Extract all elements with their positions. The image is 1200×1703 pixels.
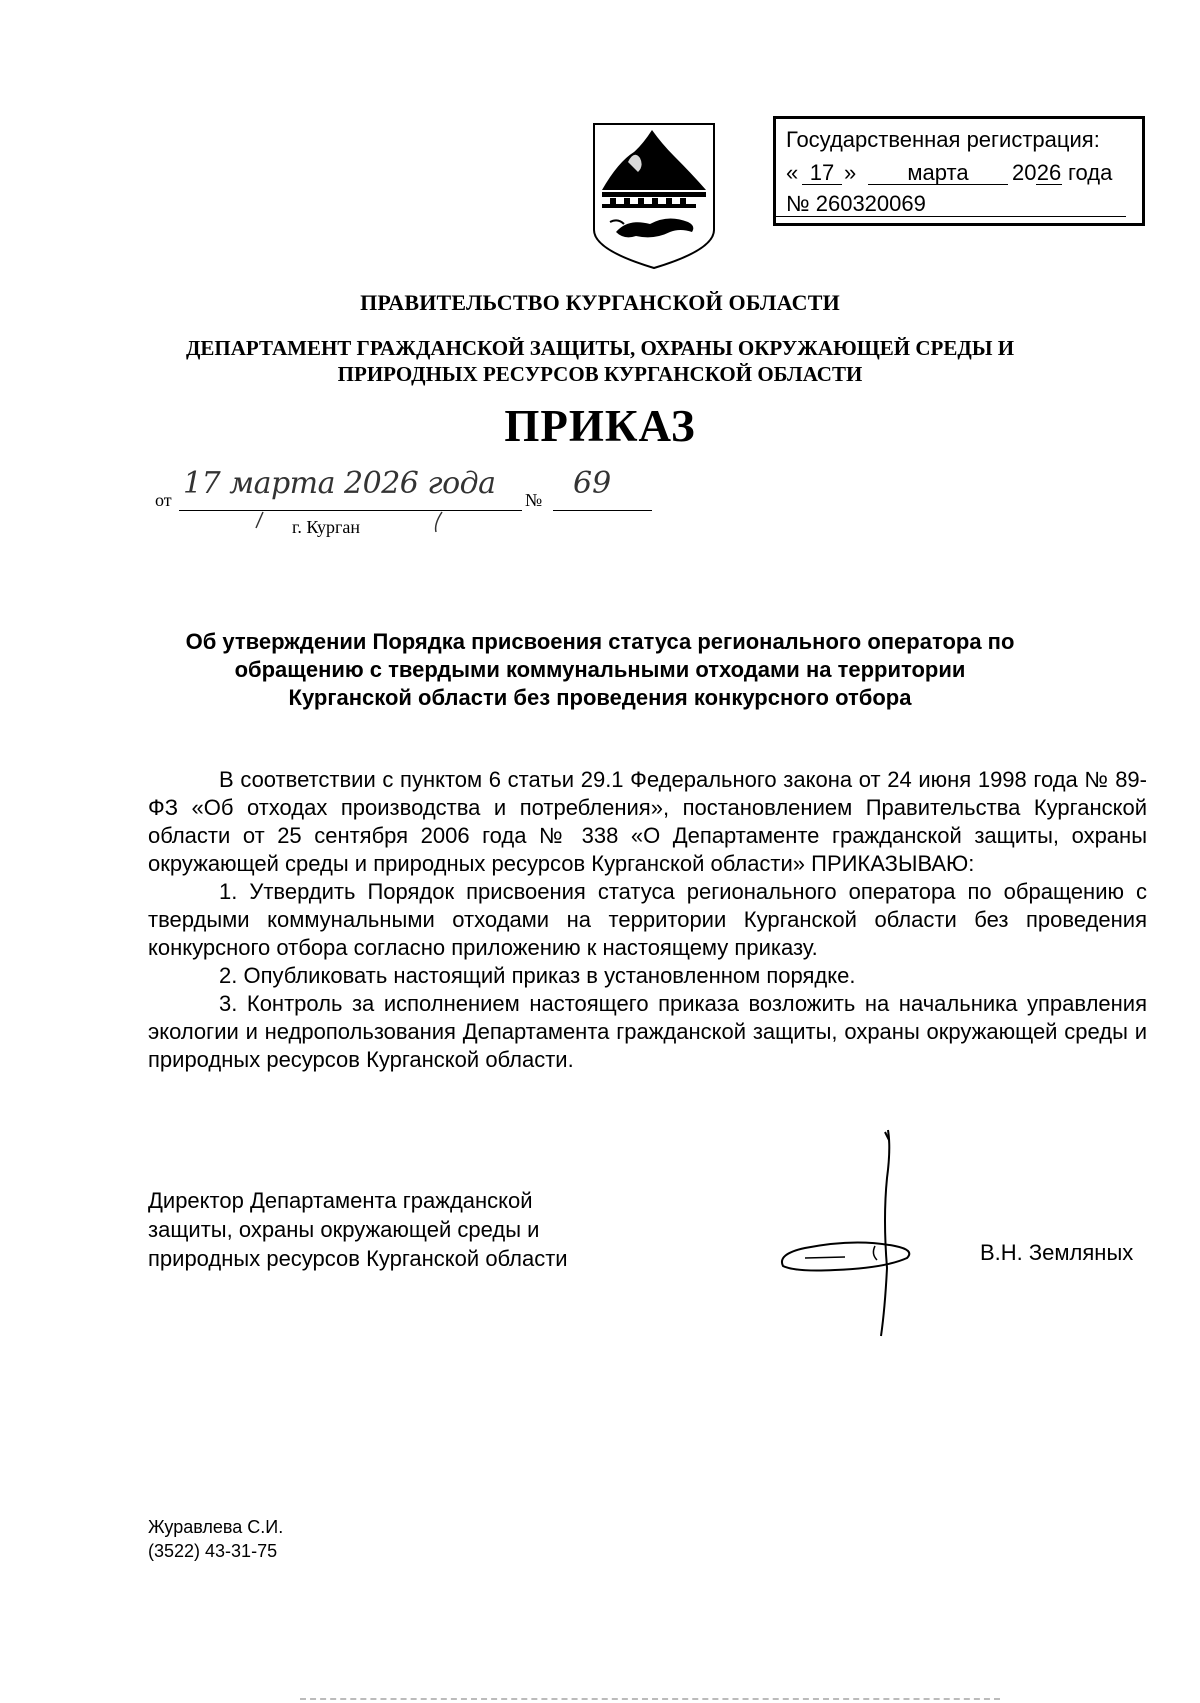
registration-stamp [773, 116, 1145, 226]
order-number-label: № [525, 490, 543, 510]
date-number-line [155, 466, 675, 550]
department-heading [160, 335, 1040, 387]
registration-quote-open: « [786, 160, 799, 185]
registration-year-prefix: 20 [1012, 160, 1037, 185]
body-item-2: 2. Опубликовать настоящий приказ в установленном порядке. [219, 963, 856, 988]
scan-artifact-line [300, 1698, 1000, 1700]
document-body [148, 766, 1147, 1074]
registration-title: Государственная регистрация: [786, 127, 1100, 152]
department-heading-line2: ПРИРОДНЫХ РЕСУРСОВ КУРГАНСКОЙ ОБЛАСТИ [337, 362, 863, 386]
registration-date [786, 162, 1136, 188]
coat-of-arms-icon [588, 122, 720, 270]
executor-info [148, 1515, 283, 1563]
executor-phone: (3522) 43-31-75 [148, 1541, 278, 1561]
handwriting-stroke-icon [253, 510, 265, 530]
registration-number-underline [776, 216, 1126, 217]
signatory-position [148, 1186, 668, 1273]
date-underline [179, 510, 522, 511]
body-item-3: 3. Контроль за исполнением настоящего приказа возложить на начальника управления экологии и недропользования Департамента гражданской защиты, охраны окружающей среды и природных ресурсов Курганской области. [148, 991, 1147, 1072]
document-title [150, 628, 1050, 712]
registration-year-word: года [1068, 160, 1113, 185]
registration-month: марта [868, 162, 1008, 185]
registration-number-value: 260320069 [815, 191, 926, 216]
handwritten-date: 17 марта 2026 года [183, 466, 496, 501]
government-heading: ПРАВИТЕЛЬСТВО КУРГАНСКОЙ ОБЛАСТИ [360, 290, 840, 315]
handwritten-signature-icon [775, 1128, 925, 1338]
executor-name: Журавлева С.И. [148, 1517, 284, 1537]
document-type-heading: ПРИКАЗ [504, 401, 696, 451]
document-title-line1: Об утверждении Порядка присвоения статуса регионального оператора по [185, 629, 1015, 654]
signatory-position-line3: природных ресурсов Курганской области [148, 1246, 568, 1271]
registration-number [786, 193, 926, 215]
signatory-position-line1: Директор Департамента гражданской [148, 1188, 533, 1213]
registration-number-label: № [786, 191, 810, 216]
signatory-position-line2: защиты, охраны окружающей среды и [148, 1217, 540, 1242]
date-from-label: от [155, 490, 172, 510]
body-preamble: В соответствии с пунктом 6 статьи 29.1 Федерального закона от 24 июня 1998 года № 89-ФЗ «Об отходах производства и потребления», постановлением Правительства Курганской области от 25 сентября 2006 года № 338 «О Департаменте гражданской защиты, охраны окружающей среды и природных ресурсов Курганской области» ПРИКАЗЫВАЮ: [148, 767, 1147, 876]
handwritten-order-number: 69 [573, 466, 612, 501]
handwriting-stroke-icon [430, 510, 444, 534]
body-item-1: 1. Утвердить Порядок присвоения статуса регионального оператора по обращению с твердыми коммунальными отходами на территории Курганской области без проведения конкурсного отбора согласно приложению к настоящему приказу. [148, 879, 1147, 960]
document-title-line2: обращению с твердыми коммунальными отходами на территории [234, 657, 966, 682]
registration-day: 17 [802, 162, 842, 185]
document-title-line3: Курганской области без проведения конкурсного отбора [288, 685, 912, 710]
signatory-name: В.Н. Земляных [980, 1240, 1134, 1265]
registration-year-suffix: 26 [1036, 160, 1062, 185]
order-number-underline [553, 510, 652, 511]
city-label: г. Курган [292, 517, 361, 537]
department-heading-line1: ДЕПАРТАМЕНТ ГРАЖДАНСКОЙ ЗАЩИТЫ, ОХРАНЫ ОКРУЖАЮЩЕЙ СРЕДЫ И [185, 336, 1015, 360]
registration-quote-close: » [844, 160, 857, 185]
